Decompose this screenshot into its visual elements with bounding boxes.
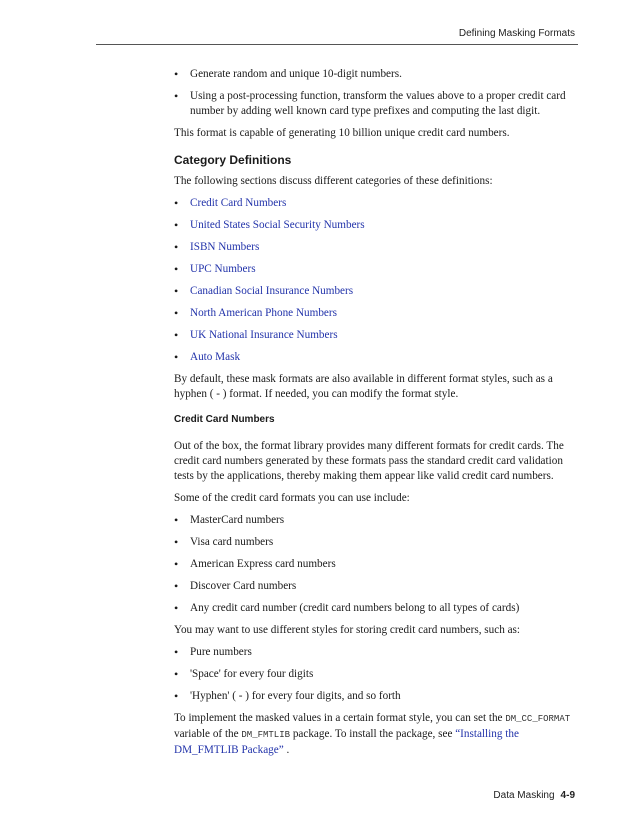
implement-text: variable of the: [174, 728, 242, 740]
credit-card-style-list: [174, 645, 584, 704]
list-item: • Any credit card number (credit card numbers belong to all types of cards): [174, 601, 584, 616]
header-divider: [96, 44, 578, 45]
implement-text: To implement the masked values in a certain format style, you can set the: [174, 712, 506, 724]
list-item: • Visa card numbers: [174, 535, 584, 550]
installing-dm-fmtlib-link[interactable]: “Installing the DM_FMTLIB Package”: [174, 728, 519, 756]
list-item: • 'Space' for every four digits: [174, 667, 584, 682]
list-item: • 'Hyphen' ( - ) for every four digits, and so forth: [174, 689, 584, 704]
credit-card-format-list: [174, 513, 584, 616]
intro-bullet-list: [174, 67, 584, 119]
list-item: [174, 306, 584, 321]
list-item: [174, 218, 584, 233]
list-item: • Pure numbers: [174, 645, 584, 660]
category-intro: The following sections discuss different categories of these definitions:: [174, 175, 493, 187]
dm-fmtlib-code: DM_FMTLIB: [241, 730, 291, 740]
link-canadian-social-insurance-numbers[interactable]: Canadian Social Insurance Numbers: [190, 285, 354, 297]
credit-card-paragraph: Out of the box, the format library provides many different formats for credit cards. The credit card numbers generated by these formats pass the standard credit card validation tests by the applications, thereby making them appear like valid credit card numbers.: [174, 440, 564, 482]
list-item: • American Express card numbers: [174, 557, 584, 572]
list-item: [174, 284, 584, 299]
credit-card-heading: Credit Card Numbers: [174, 414, 275, 425]
link-uk-national-insurance-numbers[interactable]: UK National Insurance Numbers: [190, 329, 338, 341]
link-auto-mask[interactable]: Auto Mask: [190, 351, 241, 363]
implement-text: .: [283, 744, 290, 756]
default-format-note: By default, these mask formats are also available in different format styles, such as a hyphen ( - ) format. If needed, you can modify the format style.: [174, 373, 553, 400]
list-item: [174, 350, 584, 365]
link-credit-card-numbers[interactable]: Credit Card Numbers: [190, 197, 287, 209]
category-link-list: [174, 196, 584, 365]
list-item: • Discover Card numbers: [174, 579, 584, 594]
category-heading: Category Definitions: [174, 153, 292, 167]
dm-cc-format-code: DM_CC_FORMAT: [505, 714, 571, 724]
header-title: Defining Masking Formats: [458, 28, 575, 39]
page-number: 4-9: [560, 790, 575, 801]
list-item: [174, 196, 584, 211]
styles-intro: You may want to use different styles for storing credit card numbers, such as:: [174, 624, 521, 636]
link-north-american-phone-numbers[interactable]: North American Phone Numbers: [190, 307, 337, 319]
formats-intro: Some of the credit card formats you can use include:: [174, 492, 410, 504]
link-us-social-security-numbers[interactable]: United States Social Security Numbers: [190, 219, 365, 231]
intro-paragraph: This format is capable of generating 10 billion unique credit card numbers.: [174, 127, 510, 139]
list-item: [174, 262, 584, 277]
list-item: • Generate random and unique 10-digit numbers.: [174, 67, 584, 82]
list-item: [174, 328, 584, 343]
footer-section: Data Masking: [493, 790, 555, 801]
implement-paragraph: [174, 711, 584, 758]
page-content: [174, 67, 584, 765]
page-footer: [493, 790, 575, 801]
link-upc-numbers[interactable]: UPC Numbers: [190, 263, 256, 275]
list-item: • Using a post-processing function, transform the values above to a proper credit card number by adding well known card type prefixes and computing the last digit.: [174, 89, 584, 119]
implement-text: package. To install the package, see: [290, 728, 456, 740]
list-item: [174, 240, 584, 255]
list-item: • MasterCard numbers: [174, 513, 584, 528]
link-isbn-numbers[interactable]: ISBN Numbers: [190, 241, 260, 253]
